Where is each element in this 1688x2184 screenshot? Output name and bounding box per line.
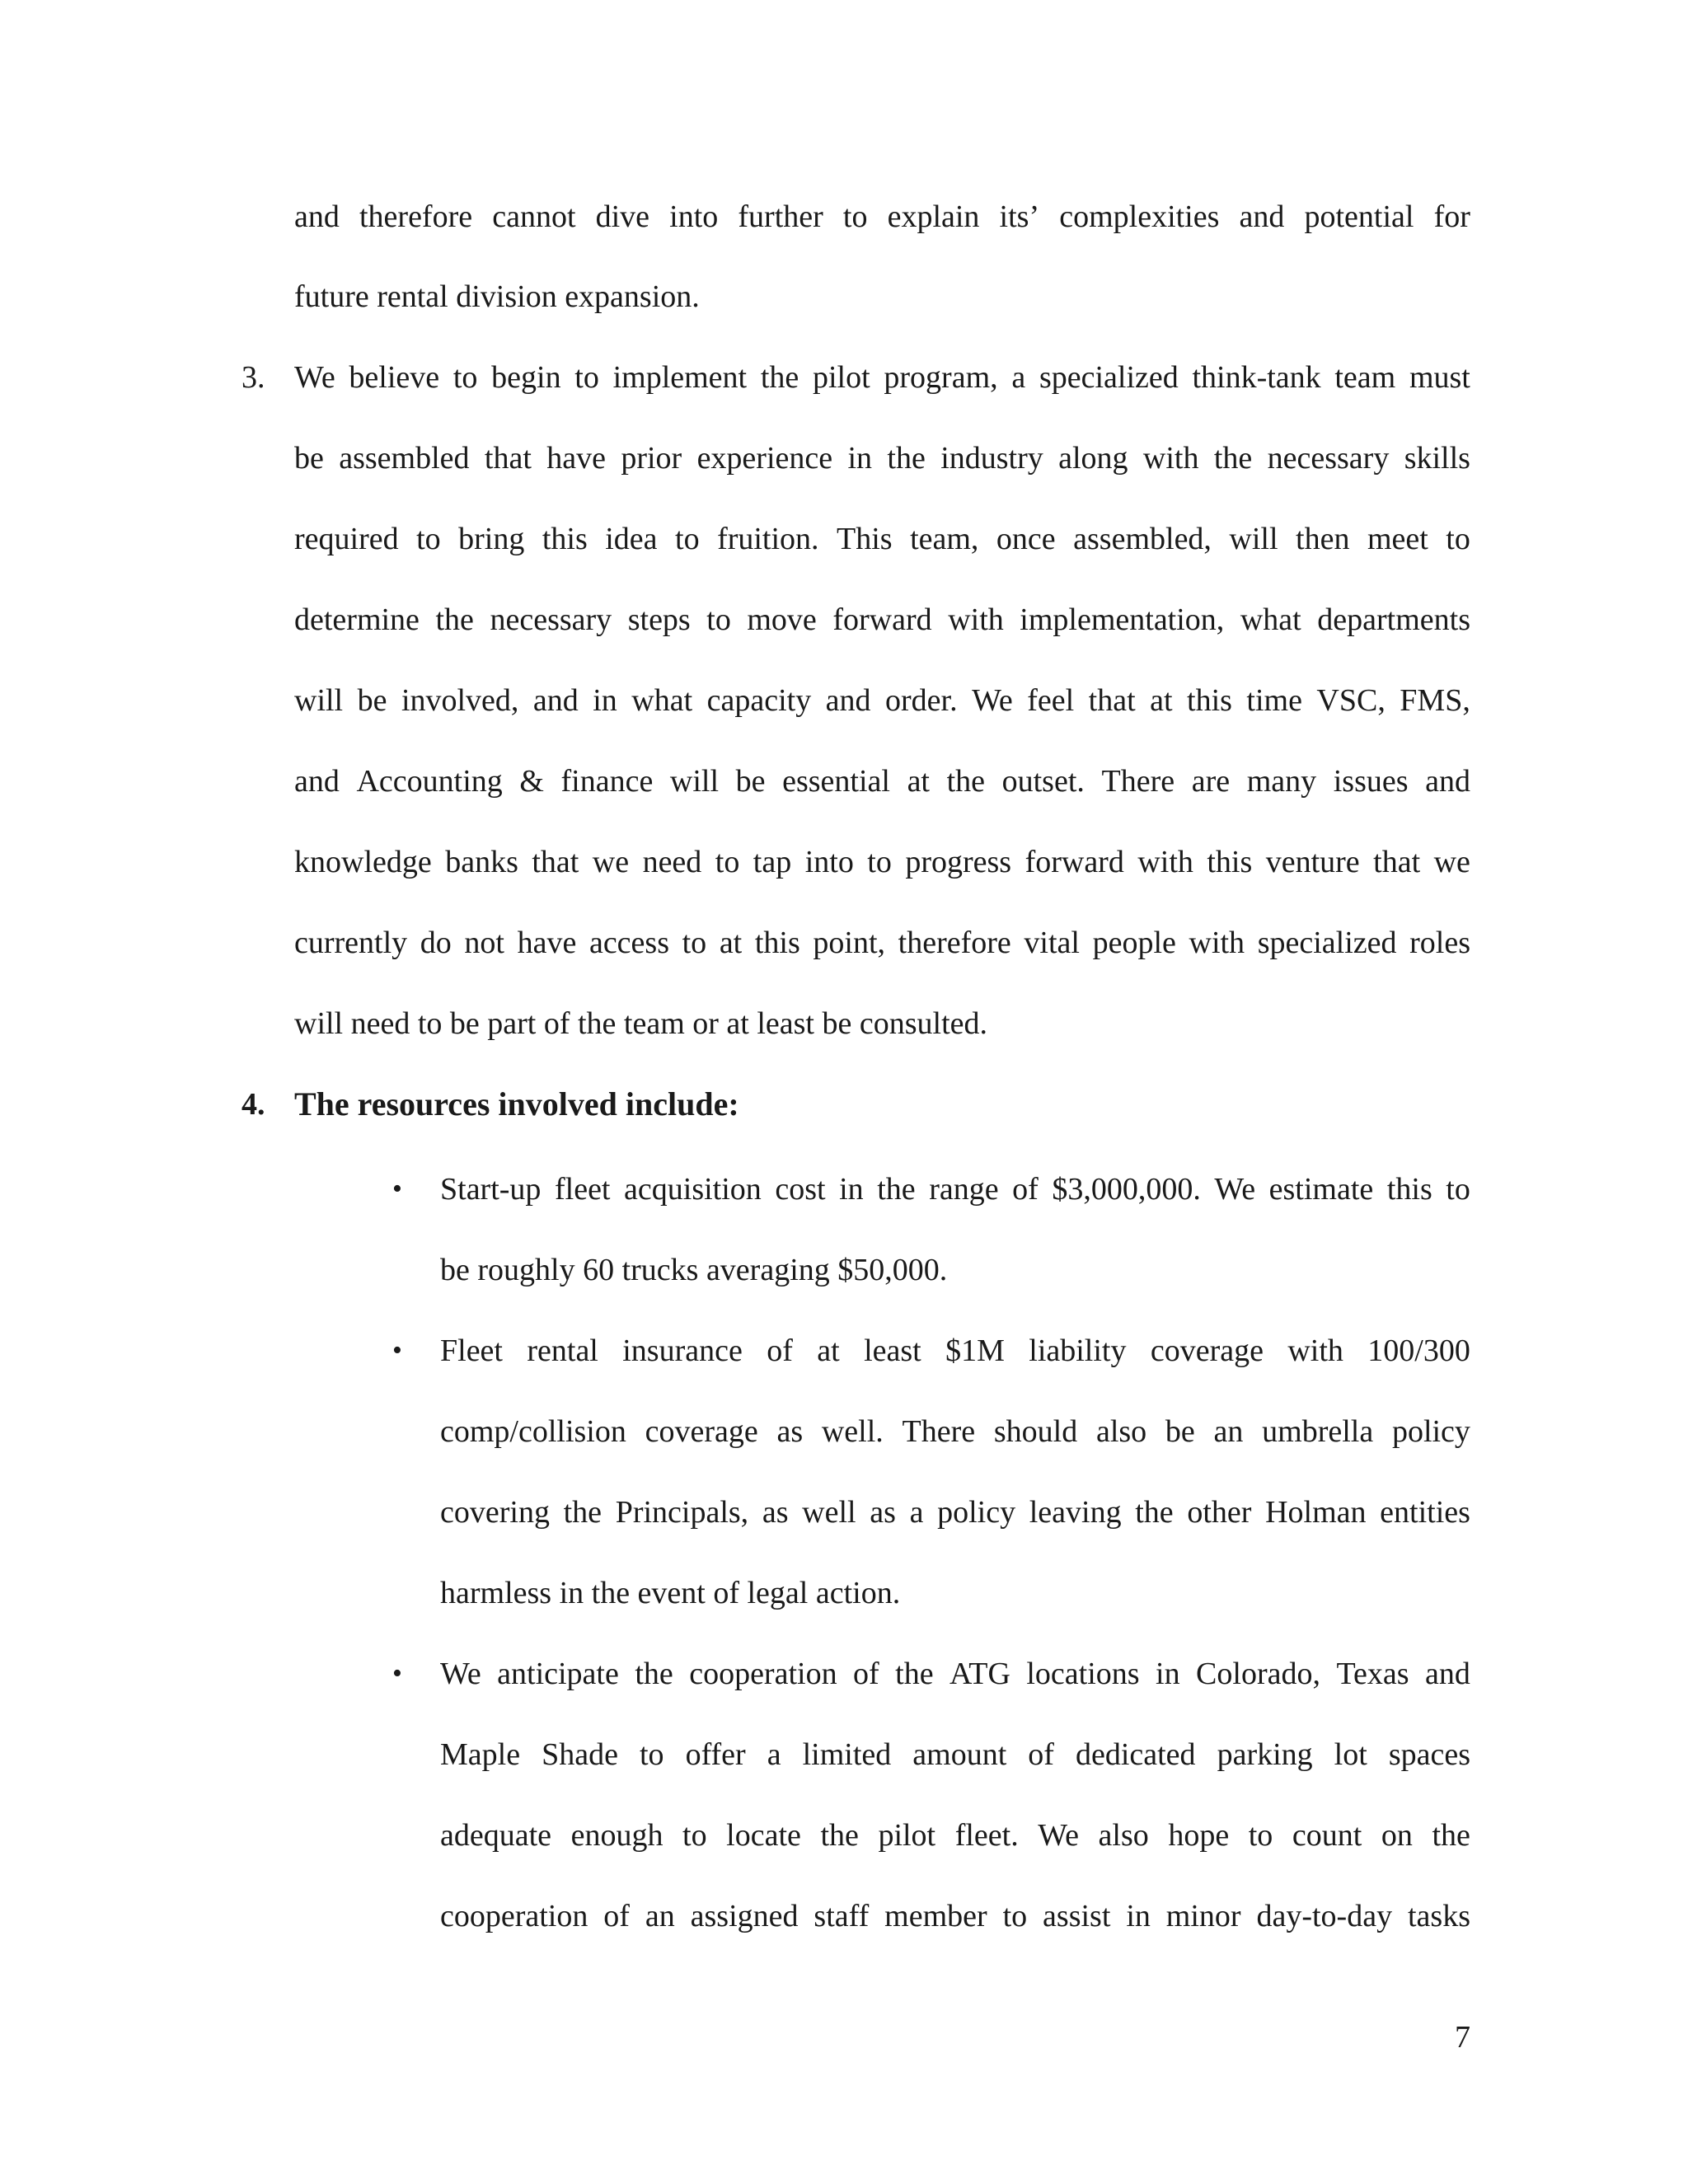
bullet-3-line-4: cooperation of an assigned staff member to assist in minor day-to-day tasks (440, 1899, 1470, 1933)
item3-line-4: determine the necessary steps to move forward with implementation, what departments (294, 602, 1470, 637)
bullet-2-icon: • (392, 1335, 402, 1366)
bullet-1-line-1: Start-up fleet acquisition cost in the range of $3,000,000. We estimate this to (440, 1172, 1470, 1207)
continuation-line-1: and therefore cannot dive into further to explain its’ complexities and potential for (294, 199, 1470, 234)
list-number-4: 4. (241, 1087, 265, 1122)
continuation-line-2: future rental division expansion. (294, 279, 700, 314)
item3-line-2: be assembled that have prior experience in the industry along with the necessary skills (294, 441, 1470, 476)
bullet-1-line-2: be roughly 60 trucks averaging $50,000. (440, 1253, 948, 1287)
item3-line-9: will need to be part of the team or at least be consulted. (294, 1006, 987, 1041)
bullet-3-icon: • (392, 1658, 402, 1689)
item3-line-5: will be involved, and in what capacity and order. We feel that at this time VSC, FMS, (294, 683, 1470, 718)
item3-line-7: knowledge banks that we need to tap into to progress forward with this venture that we (294, 845, 1470, 879)
bullet-1-icon: • (392, 1174, 402, 1204)
bullet-2-line-4: harmless in the event of legal action. (440, 1576, 901, 1610)
item3-line-1: We believe to begin to implement the pilot program, a specialized think-tank team must (294, 360, 1470, 395)
bullet-3-line-2: Maple Shade to offer a limited amount of dedicated parking lot spaces (440, 1737, 1470, 1772)
list-number-3: 3. (241, 360, 265, 395)
bullet-3-line-3: adequate enough to locate the pilot fleet. We also hope to count on the (440, 1818, 1470, 1853)
bullet-2-line-2: comp/collision coverage as well. There should also be an umbrella policy (440, 1414, 1470, 1449)
bullet-3-line-1: We anticipate the cooperation of the ATG locations in Colorado, Texas and (440, 1657, 1470, 1691)
item3-line-8: currently do not have access to at this point, therefore vital people with specialized roles (294, 926, 1470, 960)
item3-line-6: and Accounting & finance will be essential at the outset. There are many issues and (294, 764, 1470, 799)
page-number: 7 (1455, 2020, 1470, 2055)
bullet-2-line-3: covering the Principals, as well as a policy leaving the other Holman entities (440, 1495, 1470, 1530)
bullet-2-line-1: Fleet rental insurance of at least $1M liability coverage with 100/300 (440, 1333, 1470, 1368)
section-heading: The resources involved include: (294, 1085, 739, 1122)
item3-line-3: required to bring this idea to fruition. This team, once assembled, will then meet to (294, 522, 1470, 556)
